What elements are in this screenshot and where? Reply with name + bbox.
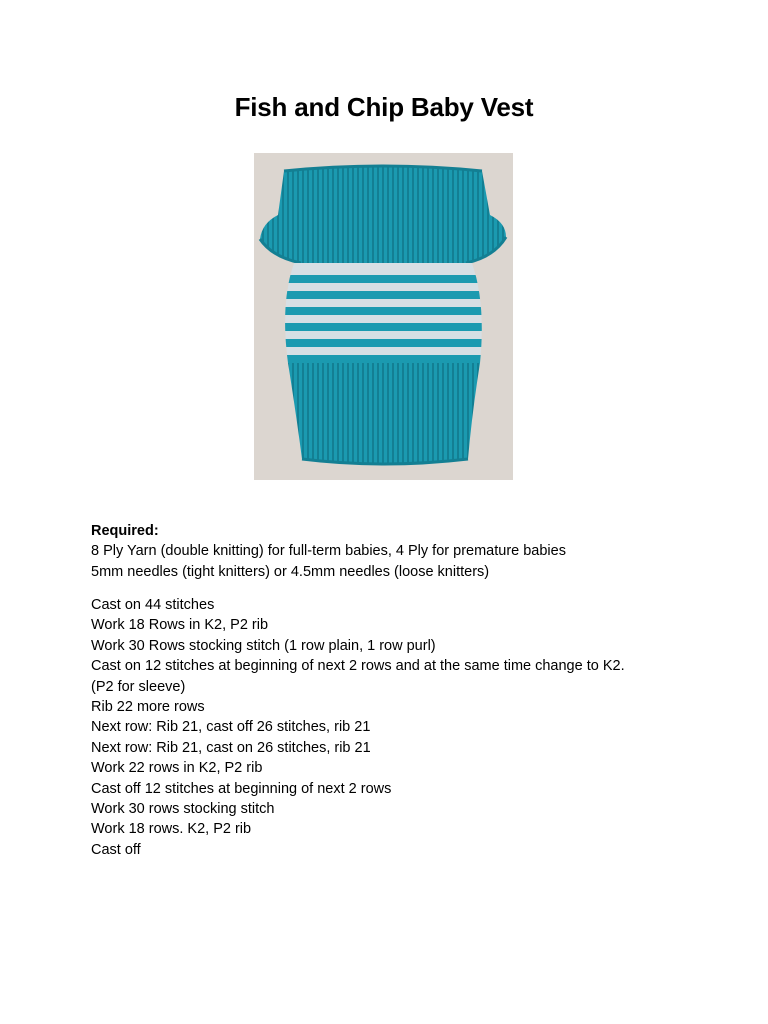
instruction-line: Work 18 rows. K2, P2 rib <box>91 821 252 838</box>
knitted-baby-vest-photo <box>254 153 513 480</box>
instruction-line: Next row: Rib 21, cast on 26 stitches, rib 21 <box>91 739 371 756</box>
instruction-line: Cast on 12 stitches at beginning of next 2 rows and at the same time change to K2. <box>91 658 625 675</box>
required-heading: Required: <box>91 523 159 539</box>
instruction-line: Work 22 rows in K2, P2 rib <box>91 760 263 777</box>
instructions-section <box>91 595 711 860</box>
document-title: Fish and Chip Baby Vest <box>234 92 534 122</box>
knitted-baby-vest-illustration <box>254 153 513 480</box>
instruction-line: Rib 22 more rows <box>91 699 205 716</box>
instruction-line: Cast off <box>91 841 141 858</box>
instruction-line: Next row: Rib 21, cast off 26 stitches, rib 21 <box>91 719 371 736</box>
required-line: 5mm needles (tight knitters) or 4.5mm needles (loose knitters) <box>91 563 490 580</box>
instruction-line: Cast on 44 stitches <box>91 597 215 613</box>
required-line: 8 Ply Yarn (double knitting) for full-term babies, 4 Ply for premature babies <box>91 543 566 560</box>
instruction-line: Cast off 12 stitches at beginning of next 2 rows <box>91 780 392 797</box>
instruction-line: Work 18 Rows in K2, P2 rib <box>91 617 269 634</box>
instruction-line: (P2 for sleeve) <box>91 678 186 695</box>
instruction-line: Work 30 rows stocking stitch <box>91 801 275 818</box>
required-section <box>91 521 711 582</box>
instruction-line: Work 30 Rows stocking stitch (1 row plain, 1 row purl) <box>91 637 436 654</box>
